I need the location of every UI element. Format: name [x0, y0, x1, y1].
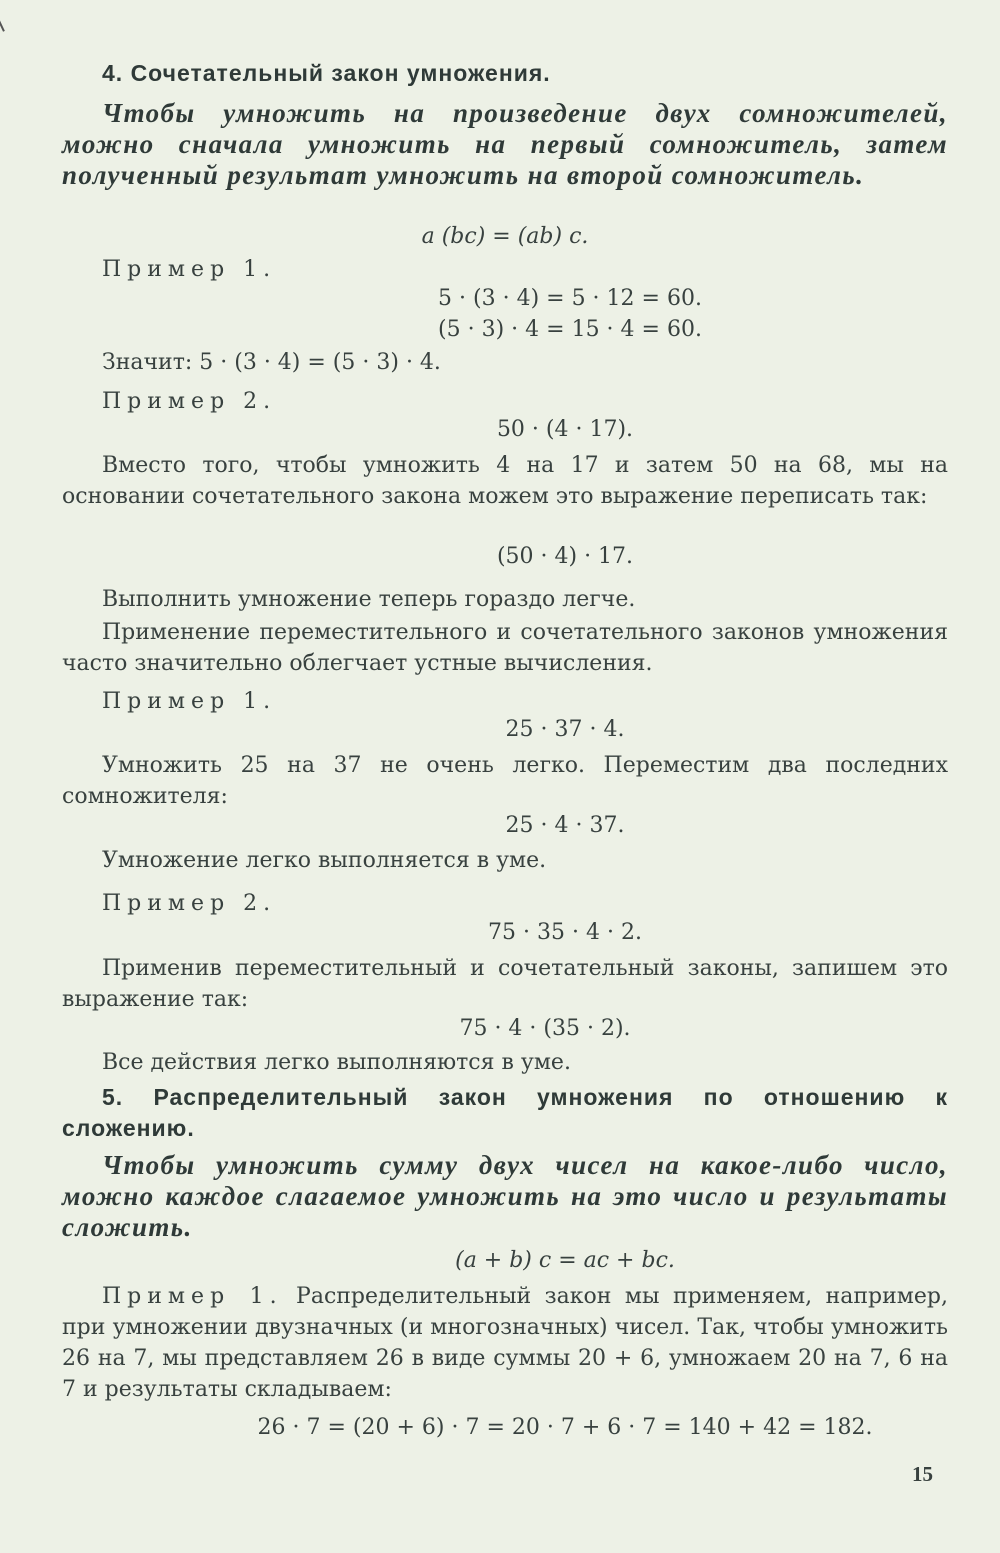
example-expression: 50 · (4 · 17). — [496, 417, 634, 442]
example-text: Умножение легко выполняется в уме. — [102, 848, 547, 873]
paragraph-block — [62, 1281, 948, 1405]
note-text: Применение переместительного и сочетательного законов умножения часто значительно облегчает устные вычисления. — [62, 620, 948, 676]
example-text: Все действия легко выполняются в уме. — [102, 1050, 571, 1075]
expr-block — [62, 714, 948, 745]
edge-mark — [0, 18, 5, 32]
example-text: Применив переместительный и сочетательный законы, запишем это выражение так: — [62, 956, 948, 1012]
example-expression: 75 · 35 · 4 · 2. — [488, 920, 642, 945]
paragraph-block — [62, 584, 948, 615]
expr-block — [62, 917, 948, 948]
example-expression: 75 · 4 · (35 · 2). — [459, 1016, 631, 1041]
formula-block — [62, 1245, 948, 1276]
example-expression: 26 · 7 = (20 + 6) · 7 = 20 · 7 + 6 · 7 = 140 + 42 = 182. — [257, 1415, 873, 1440]
expr-block — [62, 1412, 948, 1443]
conclusion-block — [62, 347, 948, 378]
page-number: 15 — [912, 1462, 933, 1486]
example-expression: 25 · 37 · 4. — [505, 717, 625, 742]
formula-block — [62, 221, 948, 252]
section-5-rule-block — [62, 1150, 948, 1243]
example-expression: (50 · 4) · 17. — [496, 544, 634, 569]
section-4-heading: 4. Сочетательный закон умножения. — [102, 60, 551, 86]
example-label: Пример 1. — [102, 689, 277, 714]
example-line: (5 · 3) · 4 = 15 · 4 = 60. — [438, 317, 702, 342]
expr-block — [62, 1013, 948, 1044]
example-text: Выполнить умножение теперь гораздо легче. — [102, 587, 636, 612]
section-4-rule: Чтобы умножить на произведение двух сомножителей, можно сначала умножить на первый сомножитель, затем полученный результат умножить на второй сомножитель. — [62, 98, 948, 190]
example-block — [62, 386, 948, 417]
section-4-rule-block — [62, 98, 948, 191]
example-block — [62, 686, 948, 717]
section-5-heading: 5. Распределительный закон умножения по отношению к сложению. — [62, 1084, 948, 1141]
expr-block — [62, 810, 948, 841]
example-block — [62, 888, 948, 919]
section-5-rule: Чтобы умножить сумму двух чисел на какое-либо число, можно каждое слагаемое умножить на это число и результаты сложить. — [62, 1150, 948, 1242]
example-label: Пример 1. — [102, 1284, 283, 1309]
example-expression: 25 · 4 · 37. — [505, 813, 625, 838]
example-conclusion: Значит: 5 · (3 · 4) = (5 · 3) · 4. — [102, 350, 441, 375]
example-label: Пример 1. — [102, 257, 277, 282]
paragraph-block — [62, 845, 948, 876]
section-5 — [62, 1082, 948, 1144]
example-text: Умножить 25 на 37 не очень легко. Переместим два последних сомножителя: — [62, 753, 948, 809]
example-lines — [62, 283, 948, 345]
example-label: Пример 2. — [102, 389, 277, 414]
example-text: Вместо того, чтобы умножить 4 на 17 и затем 50 на 68, мы на основании сочетательного закона можем это выражение переписать так: — [62, 453, 948, 509]
associative-formula: a (bc) = (ab) c. — [421, 224, 589, 249]
paragraph-block — [62, 617, 948, 679]
example-text — [62, 1281, 948, 1405]
example-block — [62, 254, 948, 285]
distributive-formula: (a + b) c = ac + bc. — [455, 1248, 675, 1273]
section-4 — [62, 58, 948, 89]
paragraph-block — [62, 1047, 948, 1078]
example-label: Пример 2. — [102, 891, 277, 916]
paragraph-block — [62, 750, 948, 812]
example-body: Распределительный закон мы применяем, например, при умножении двузначных (и многозначных) чисел. Так, чтобы умножить 26 на 7, мы представляем 26 в виде суммы 20 + 6, умножаем 20 на 7, 6 на 7 и результаты складываем: — [62, 1284, 948, 1402]
example-line: 5 · (3 · 4) = 5 · 12 = 60. — [438, 286, 702, 311]
paragraph-block — [62, 953, 948, 1015]
expr-block — [62, 541, 948, 572]
paragraph-block — [62, 450, 948, 512]
expr-block — [62, 414, 948, 445]
